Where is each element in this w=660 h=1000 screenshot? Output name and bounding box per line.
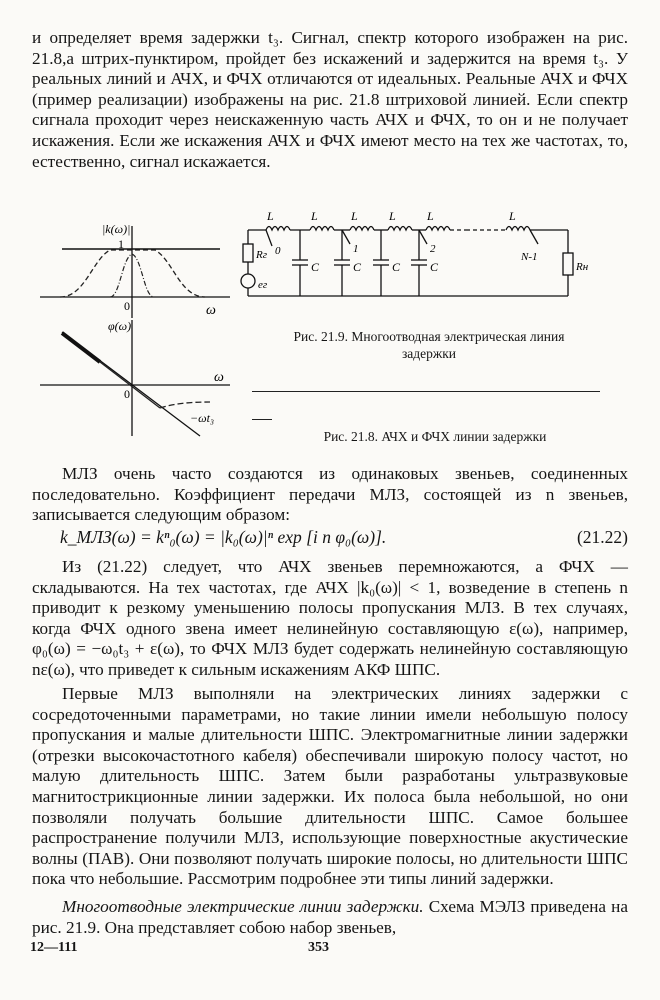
signature-mark: 12—111 (30, 940, 78, 955)
load-label: Rн (576, 261, 589, 273)
inductor-label-n: L (509, 209, 516, 223)
tap-arrow-2 (419, 230, 427, 244)
tap-label-0: 0 (275, 245, 281, 257)
inductor-5 (426, 227, 450, 231)
load-resistor (563, 253, 573, 275)
phase-origin-label: 0 (124, 387, 130, 401)
amp-level-label: 1 (118, 237, 124, 251)
tap-label-1: 1 (353, 243, 359, 255)
figure-separator-line (252, 391, 600, 392)
paragraph-5-text: Схема МЭЛЗ приведена на рис. 21.9. Она представляет собою набор звеньев, (32, 897, 628, 937)
figure-21-9-caption-line2: задержки (401, 346, 457, 361)
inductor-n (506, 227, 530, 231)
capacitor-label-2: C (353, 260, 362, 274)
figure-arrow-mark (252, 419, 272, 420)
inductor-label-1: L (267, 209, 274, 223)
paragraph-2: МЛЗ очень часто создаются из одинаковых звеньев, соединенных последовательно. Коэффициент передачи МЛЗ, состоящей из n звеньев, записывается следующим образом: (32, 464, 628, 525)
equation-21-22 (60, 527, 628, 548)
capacitor-label-3: C (392, 260, 401, 274)
paragraph-4: Первые МЛЗ выполняли на электрических линиях задержки с сосредоточенными параметрами, но такие линии имели небольшую полосу пропускания и малые длительности ШПС. Электромагнитные линии задержки (отрезки высокочастотного кабеля) обеспечивали широкую полосу частот, но малую длительность ШПС. Затем были разработаны ультразвуковые магнитострикционные линии задержки. Их полоса была небольшой, но они позволяли получать большие длительности ШПС. Самое большее распространение получили МЛЗ, использующие поверхностные акустические волны (ПАВ). Они позволяют получать широкие полосы, но длительности ШПС пока что небольшие. Рассмотрим подробнее эти типы линий задержки. (32, 684, 628, 889)
source-res-label: Rг (256, 249, 268, 261)
figure-21-8-amplitude-plot (40, 224, 240, 320)
figure-21-8-phase-plot (40, 318, 240, 438)
phase-axis-label: φ(ω) (108, 319, 132, 333)
amp-axis-label: |k(ω)| (102, 224, 131, 236)
source-resistor (243, 244, 253, 262)
phase-real-thick-segment (62, 333, 100, 362)
paragraph-1: и определяет время задержки t₃. Сигнал, спектр которого изображен на рис. 21.8,а штрих-пунктиром, пройдет без искажений и задержится на время t₃. У реальных линий и АЧХ, и ФЧХ отличаются от идеальных. Реальные АЧХ и ФЧХ (пример реализации) изображены на рис. 21.8 штриховой линией. Если спектр сигнала проходит через неискаженную часть АЧХ и ФЧХ, то он и не получает искажения. Если же искажения АЧХ и ФЧХ имеют место на тех же частотах, то, естественно, сигнал искажается. (32, 28, 628, 171)
phase-freq-label: ω (214, 370, 224, 385)
inductor-label-3: L (351, 209, 358, 223)
inductor-label-4: L (389, 209, 396, 223)
source-label: eг (258, 279, 268, 291)
equation-number: (21.22) (576, 527, 628, 547)
paragraph-3: Из (21.22) следует, что АЧХ звеньев перемножаются, а ФЧХ — складываются. На тех частотах, где АЧХ |k₀(ω)| < 1, возведение в степень n приводит к резкому уменьшению полосы пропускания МЛЗ. В тех случаях, когда ФЧХ одного звена имеет нелинейную составляющую ε(ω), например, φ₀(ω) = −ω₀t₃ + ε(ω), то ФЧХ МЛЗ будет содержать нелинейную составляющую nε(ω), что приведет к сильным искажениям АКФ ШПС. (32, 557, 628, 679)
inductor-1 (266, 227, 290, 231)
figure-21-9-caption-line1: Рис. 21.9. Многоотводная электрическая линия (293, 329, 565, 344)
tap-label-2: 2 (430, 243, 436, 255)
inductor-label-5: L (427, 209, 434, 223)
source-generator (241, 274, 255, 288)
inductor-2 (310, 227, 334, 231)
equation-formula: k_МЛЗ(ω) = kⁿ₀(ω) = |k₀(ω)|ⁿ exp [i n φ₀(ω)]. (60, 527, 387, 547)
tap-arrow-0 (266, 230, 272, 246)
tap-arrow-n (530, 230, 538, 244)
amp-origin-label: 0 (124, 299, 130, 313)
figure-21-9-caption (244, 328, 614, 362)
figure-21-9-circuit (238, 208, 598, 308)
tap-label-n: N-1 (521, 251, 538, 263)
phase-line-label: −ωt₃ (190, 411, 215, 425)
paragraph-5-italic: Многоотводные электрические линии задержки. (62, 897, 424, 916)
inductor-3 (350, 227, 374, 231)
tap-arrow-1 (342, 230, 350, 244)
capacitor-label-1: C (311, 260, 320, 274)
paragraph-5 (32, 897, 628, 938)
inductor-4 (388, 227, 412, 231)
page-number: 353 (308, 940, 329, 955)
amp-freq-label: ω (206, 303, 216, 318)
inductor-label-2: L (311, 209, 318, 223)
capacitor-label-4: C (430, 260, 439, 274)
figure-21-8-caption: Рис. 21.8. АЧХ и ФЧХ линии задержки (323, 429, 547, 444)
phase-real-curve (160, 402, 210, 408)
